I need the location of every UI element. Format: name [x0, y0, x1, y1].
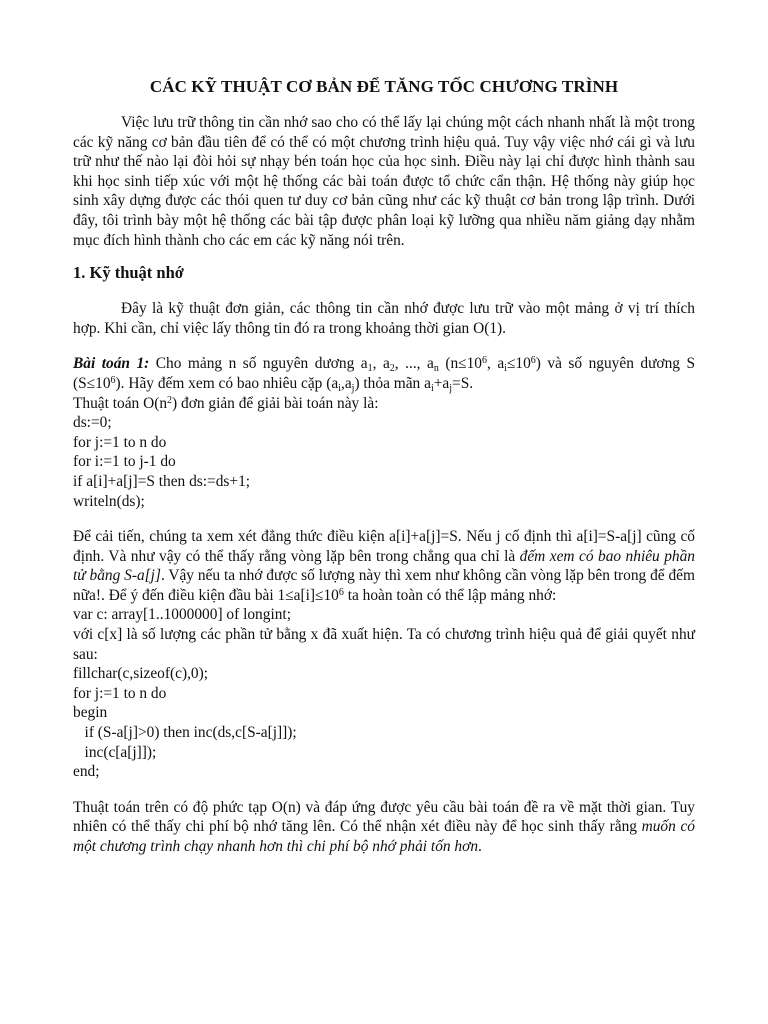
code-line: if (S-a[j]>0) then inc(ds,c[S-a[j]]); — [73, 724, 297, 742]
code-line: ds:=0; — [73, 414, 112, 432]
code-line: end; — [73, 763, 100, 781]
section-heading-memory-technique: 1. Kỹ thuật nhớ — [73, 263, 184, 283]
conclusion-paragraph: Thuật toán trên có độ phức tạp O(n) và đáp ứng được yêu cầu bài toán đề ra về mặt thời gian. Tuy nhiên có thể thấy chi phí bộ nhớ tăng lên. Có thể nhận xét điều này để học sinh thấy rằng muốn có một chương trình chạy nhanh hơn thì chi phí bộ nhớ phải tốn hơn. — [73, 798, 696, 855]
efficient-code-block — [73, 664, 695, 782]
naive-code-block — [73, 413, 695, 511]
problem-statement: Bài toán 1: Cho mảng n số nguyên dương $a_1$, $a_2$, ..., $a_n$ ($n\le 10^6$, $a_i\le 10^6$) và số nguyên dương S $(S\le 10^6)$. Hãy đếm xem có bao nhiêu cặp $(a_i,a_j)$ thỏa mãn $a_i+a_j=S$. — [73, 355, 696, 394]
problem-label: Bài toán 1: — [73, 355, 150, 373]
code-line: inc(c[a[j]]); — [73, 743, 157, 761]
intro-paragraph: Việc lưu trữ thông tin cần nhớ sao cho có thể lấy lại chúng một cách nhanh nhất là một trong các kỹ năng cơ bản đầu tiên để có thể có một chương trình hiệu quả. Tuy vậy việc nhớ cái gì và lưu trữ như thế nào lại đòi hỏi sự nhạy bén toán học của học sinh. Điều này lại chỉ được hình thành sau khi học sinh tiếp xúc với một hệ thống các bài toán được tổ chức cẩn thận. Hệ thống này giúp học sinh xây dựng được các thói quen tư duy cơ bản cũng như các kỹ thuật cơ bản trong lập trình. Dưới đây, tôi trình bày một hệ thống các bài tập được phân loại kỹ lưỡng qua nhiều năm giảng dạy nhằm mục đích hình thành cho các em các kỹ năng nói trên. — [73, 114, 695, 249]
array-declaration: var c: array[1..1000000] of longint; — [73, 606, 291, 624]
code-line: for j:=1 to n do — [73, 684, 167, 702]
array-explanation: với c[x] là số lượng các phần tử bằng x đã xuất hiện. Ta có chương trình hiệu quả để giải quyết như sau: — [73, 626, 695, 663]
code-line: fillchar(c,sizeof(c),0); — [73, 665, 209, 683]
section-paragraph: Đây là kỹ thuật đơn giản, các thông tin cần nhớ được lưu trữ vào một mảng ở vị trí thích hợp. Khi cần, chỉ việc lấy thông tin đó ra trong khoảng thời gian O(1). — [73, 300, 695, 337]
code-line: for i:=1 to j-1 do — [73, 453, 176, 471]
code-line: begin — [73, 704, 108, 722]
naive-algorithm-intro: Thuật toán $O(n^2)$ đơn giản để giải bài toán này là: — [73, 394, 379, 412]
document-body — [73, 77, 695, 857]
code-line: if a[i]+a[j]=S then ds:=ds+1; — [73, 472, 251, 490]
code-line: for j:=1 to n do — [73, 433, 167, 451]
document-title: CÁC KỸ THUẬT CƠ BẢN ĐỂ TĂNG TỐC CHƯƠNG TRÌNH — [149, 77, 619, 96]
code-line: writeln(ds); — [73, 492, 145, 510]
improvement-paragraph: Để cải tiến, chúng ta xem xét đẳng thức điều kiện a[i]+a[j]=S. Nếu j cố định thì a[i]=S-a[j] cũng cố định. Và như vậy có thể thấy rằng vòng lặp bên trong chẳng qua chỉ là đếm xem có bao nhiêu phần tử bằng S-a[j]. Vậy nếu ta nhớ được số lượng này thì xem như không cần vòng lặp bên trong để đếm nữa!. Để ý đến điều kiện đầu bài $1\le a[i]\le 10^6$ ta hoàn toàn có thể lập mảng nhớ: — [73, 528, 695, 604]
